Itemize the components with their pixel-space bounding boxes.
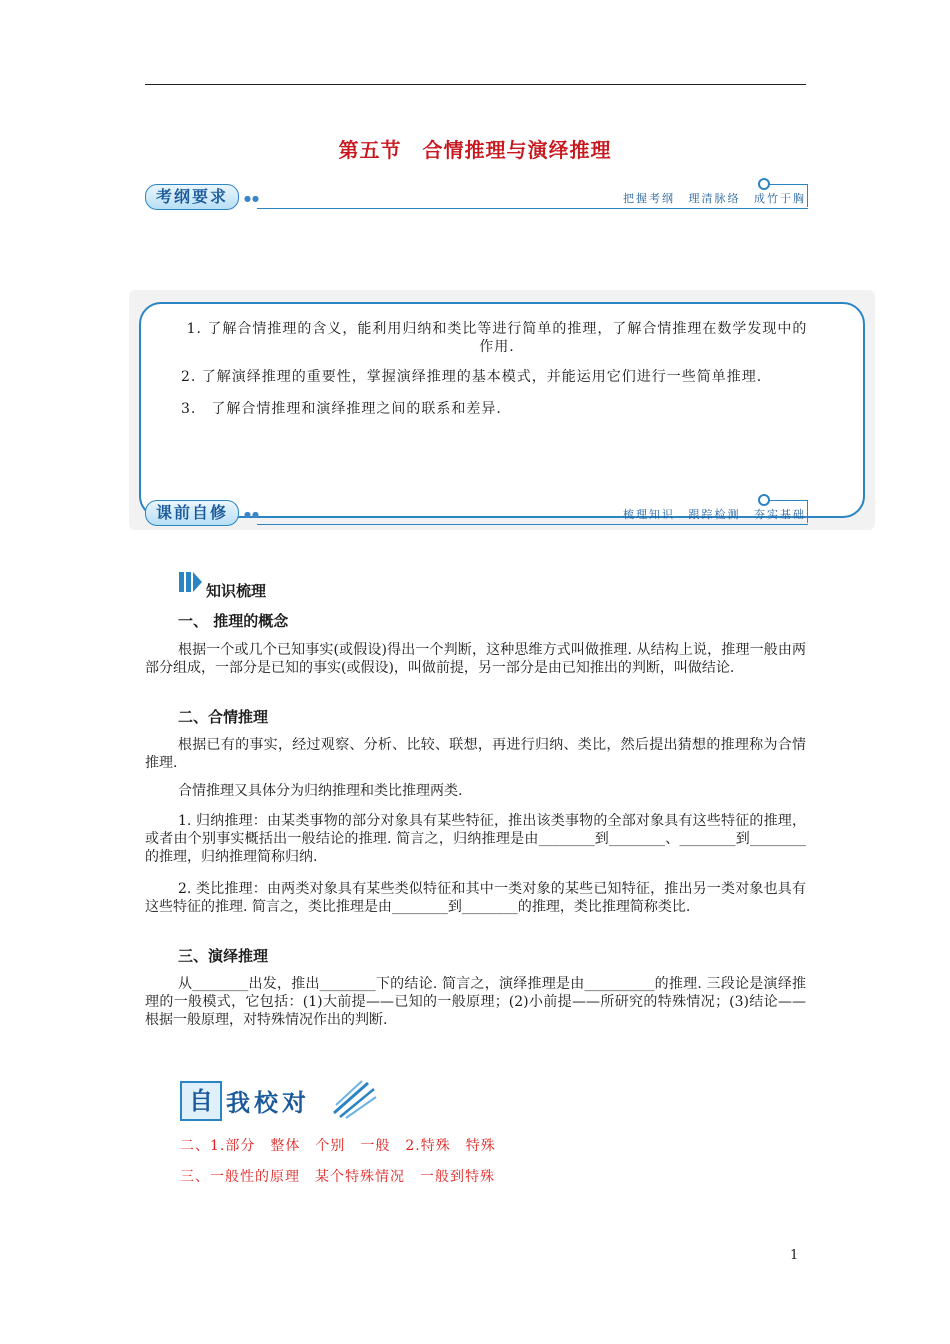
paragraph-deduction: 从________出发，推出________下的结论. 简言之，演绎推理是由__________的推理. 三段论是演绎推理的一般模式，它包括：(1)大前提——已知的一般原理；(2)小前提——所研究的特殊情况；(3)结论——根据一般原理，对特殊情况作出的判断. bbox=[145, 976, 806, 1028]
syllabus-banner bbox=[145, 182, 810, 212]
ring-icon bbox=[758, 494, 770, 506]
requirement-item: 1. 了解合情推理的含义，能利用归纳和类比等进行简单的推理，了解合情推理在数学发现中的作用. bbox=[186, 321, 808, 355]
preview-badge: 课前自修 bbox=[145, 500, 239, 526]
answer-line: 二、1.部分 整体 个别 一般 2.特殊 特殊 bbox=[180, 1138, 496, 1154]
banner-line bbox=[257, 524, 808, 525]
header-rule bbox=[145, 84, 806, 85]
dots-icon: ●● bbox=[244, 194, 260, 203]
self-check-box: 自 bbox=[180, 1081, 222, 1121]
self-check-text: 我校对 bbox=[226, 1089, 310, 1117]
requirement-item: 3. 了解合情推理和演绎推理之间的联系和差异. bbox=[181, 401, 502, 417]
ring-icon bbox=[758, 178, 770, 190]
banner-slogan: 梳理知识 跟踪检测 夯实基础 bbox=[623, 508, 806, 521]
page-number: 1 bbox=[790, 1248, 799, 1263]
answer-line: 三、一般性的原理 某个特殊情况 一般到特殊 bbox=[180, 1169, 495, 1185]
paragraph-induction: 1. 归纳推理：由某类事物的部分对象具有某些特征，推出该类事物的全部对象具有这些特征的推理，或者由个别事实概括出一般结论的推理. 简言之，归纳推理是由________到________、________到________的推理，归纳推理简称归纳. bbox=[145, 813, 806, 865]
section-header: 知识梳理 bbox=[206, 582, 267, 600]
paragraph: 合情推理又具体分为归纳推理和类比推理两类. bbox=[178, 783, 463, 799]
heading-deductive-reasoning: 三、演绎推理 bbox=[178, 947, 269, 965]
preview-banner bbox=[145, 498, 810, 528]
requirements-frame bbox=[139, 302, 865, 518]
section-bar-icon bbox=[179, 572, 205, 592]
heading-reasoning-concept: 一、 推理的概念 bbox=[178, 612, 289, 630]
paragraph: 根据已有的事实，经过观察、分析、比较、联想，再进行归纳、类比，然后提出猜想的推理称为合情推理. bbox=[145, 737, 806, 771]
page-title: 第五节 合情推理与演绎推理 bbox=[338, 138, 612, 162]
dots-icon: ●● bbox=[244, 510, 260, 519]
paragraph-analogy: 2. 类比推理：由两类对象具有某些类似特征和其中一类对象的某些已知特征，推出另一类对象也具有这些特征的推理. 简言之，类比推理是由________到________的推理，类比推理简称类比. bbox=[145, 881, 806, 915]
requirement-item: 2. 了解演绎推理的重要性，掌握演绎推理的基本模式，并能运用它们进行一些简单推理. bbox=[181, 369, 763, 385]
swoosh-icon bbox=[332, 1077, 378, 1119]
heading-plausible-reasoning: 二、合情推理 bbox=[178, 708, 269, 726]
paragraph: 根据一个或几个已知事实(或假设)得出一个判断，这种思维方式叫做推理. 从结构上说，推理一般由两部分组成，一部分是已知的事实(或假设)，叫做前提，另一部分是由已知推出的判断，叫做结论. bbox=[145, 642, 806, 676]
syllabus-badge: 考纲要求 bbox=[145, 184, 239, 210]
banner-line bbox=[257, 208, 808, 209]
banner-slogan: 把握考纲 理清脉络 成竹于胸 bbox=[623, 192, 806, 205]
self-check-title bbox=[180, 1077, 380, 1119]
